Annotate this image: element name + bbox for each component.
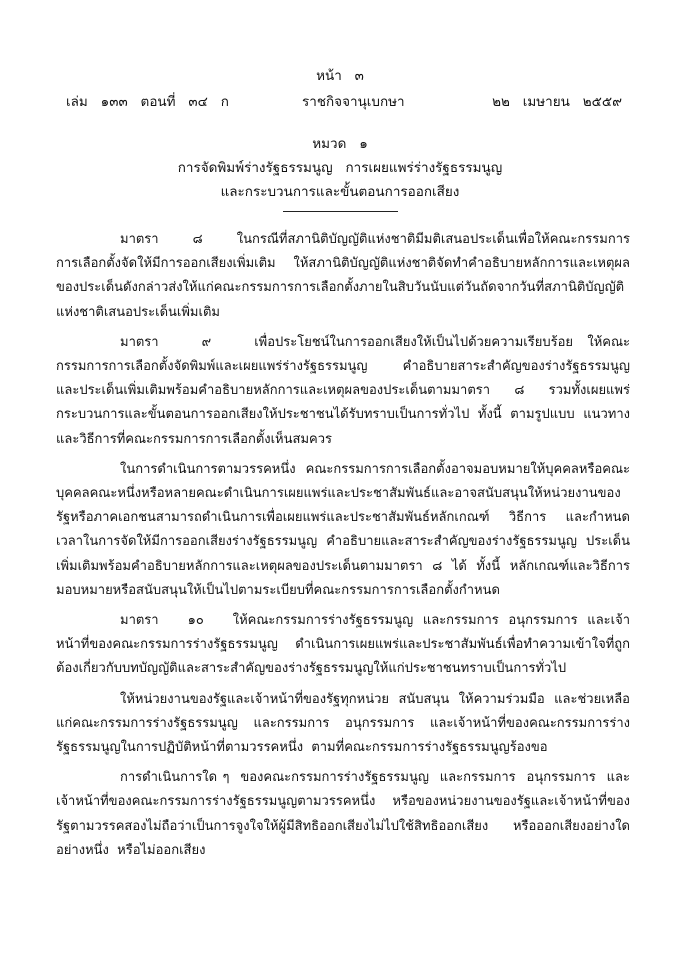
publication-date: ๒๒ เมษายน ๒๕๕๙ xyxy=(492,94,622,110)
gazette-title: ราชกิจจานุเบกษา xyxy=(302,94,405,110)
volume-issue: เล่ม ๑๓๓ ตอนที่ ๓๔ ก xyxy=(66,94,229,110)
title-divider xyxy=(283,211,398,212)
section-8: มาตรา ๘ ในกรณีที่สภานิติบัญญัติแห่งชาติมีมติเสนอประเด็นเพื่อให้คณะกรรมการการเลือกตั้งจัดให้มีการออกเสียงเพิ่มเติม ให้สภานิติบัญญัติแห่งชาติจัดทำคำอธิบายหลักการและเหตุผลของประเด็นดังกล่าวส่งให้แก่คณะกรรมการการเลือกตั้งภายในสิบวันนับแต่วันถัดจากวันที่สภานิติบัญญัติแห่งชาติเสนอประเด็นเพิ่มเติม xyxy=(56,232,630,320)
chapter-subtitle-line2: และกระบวนการและขั้นตอนการออกเสียง xyxy=(220,184,460,200)
section-9: มาตรา ๙ เพื่อประโยชน์ในการออกเสียงให้เป็นไปด้วยความเรียบร้อย ให้คณะกรรมการการเลือกตั้งจัดพิมพ์และเผยแพร่ร่างรัฐธรรมนูญ คำอธิบายสาระสำคัญของร่างรัฐธรรมนูญ และประเด็นเพิ่มเติมพร้อมคำอธิบายหลักการและเหตุผลของประเด็นตามมาตรา ๘ รวมทั้งเผยแพร่กระบวนการและขั้นตอนการออกเสียงให้ประชาชนได้รับทราบเป็นการทั่วไป ทั้งนี้ ตามรูปแบบ แนวทางและวิธีการที่คณะกรรมการการเลือกตั้งเห็นสมควร xyxy=(56,334,639,447)
page-number: หน้า ๓ xyxy=(316,68,364,84)
chapter-title: หมวด ๑ xyxy=(312,136,368,152)
page-header xyxy=(66,90,622,110)
section-9-paragraph-2: ในการดำเนินการตามวรรคหนึ่ง คณะกรรมการการเลือกตั้งอาจมอบหมายให้บุคคลหรือคณะบุคคลคณะหนึ่งหรือหลายคณะดำเนินการเผยแพร่และประชาสัมพันธ์และอาจสนับสนุนให้หน่วยงานของรัฐหรือภาคเอกชนสามารถดำเนินการเพื่อเผยแพร่และประชาสัมพันธ์หลักเกณฑ์ วิธีการ และกำหนดเวลาในการจัดให้มีการออกเสียงร่างรัฐธรรมนูญ คำอธิบายและสาระสำคัญของร่างรัฐธรรมนูญ ประเด็นเพิ่มเติมพร้อมคำอธิบายหลักการและเหตุผลของประเด็นตามมาตรา ๘ ได้ ทั้งนี้ หลักเกณฑ์และวิธีการมอบหมายหรือสนับสนุนให้เป็นไปตามระเบียบที่คณะกรรมการการเลือกตั้งกำหนด xyxy=(56,461,630,598)
chapter-subtitle-line1: การจัดพิมพ์ร่างรัฐธรรมนูญ การเผยแพร่ร่างรัฐธรรมนูญ xyxy=(177,160,503,176)
section-10-paragraph-2: ให้หน่วยงานของรัฐและเจ้าหน้าที่ของรัฐทุกหน่วย สนับสนุน ให้ความร่วมมือ และช่วยเหลือแก่คณะกรรมการร่างรัฐธรรมนูญ และกรรมการ อนุกรรมการ และเจ้าหน้าที่ของคณะกรรมการร่างรัฐธรรมนูญในการปฏิบัติหน้าที่ตามวรรคหนึ่ง ตามที่คณะกรรมการร่างรัฐธรรมนูญร้องขอ xyxy=(56,691,630,756)
section-10: มาตรา ๑๐ ให้คณะกรรมการร่างรัฐธรรมนูญ และกรรมการ อนุกรรมการ และเจ้าหน้าที่ของคณะกรรมการร่างรัฐธรรมนูญ ดำเนินการเผยแพร่และประชาสัมพันธ์เพื่อทำความเข้าใจที่ถูกต้องเกี่ยวกับบทบัญญัติและสาระสำคัญของร่างรัฐธรรมนูญให้แก่ประชาชนทราบเป็นการทั่วไป xyxy=(56,613,630,677)
section-10-paragraph-3: การดำเนินการใด ๆ ของคณะกรรมการร่างรัฐธรรมนูญ และกรรมการ อนุกรรมการ และเจ้าหน้าที่ของคณะกรรมการร่างรัฐธรรมนูญตามวรรคหนึ่ง หรือของหน่วยงานของรัฐและเจ้าหน้าที่ของรัฐตามวรรคสองไม่ถือว่าเป็นการจูงใจให้ผู้มีสิทธิออกเสียงไม่ไปใช้สิทธิออกเสียง หรือออกเสียงอย่างใดอย่างหนึ่ง หรือไม่ออกเสียง xyxy=(56,770,630,858)
body-text xyxy=(56,228,639,869)
